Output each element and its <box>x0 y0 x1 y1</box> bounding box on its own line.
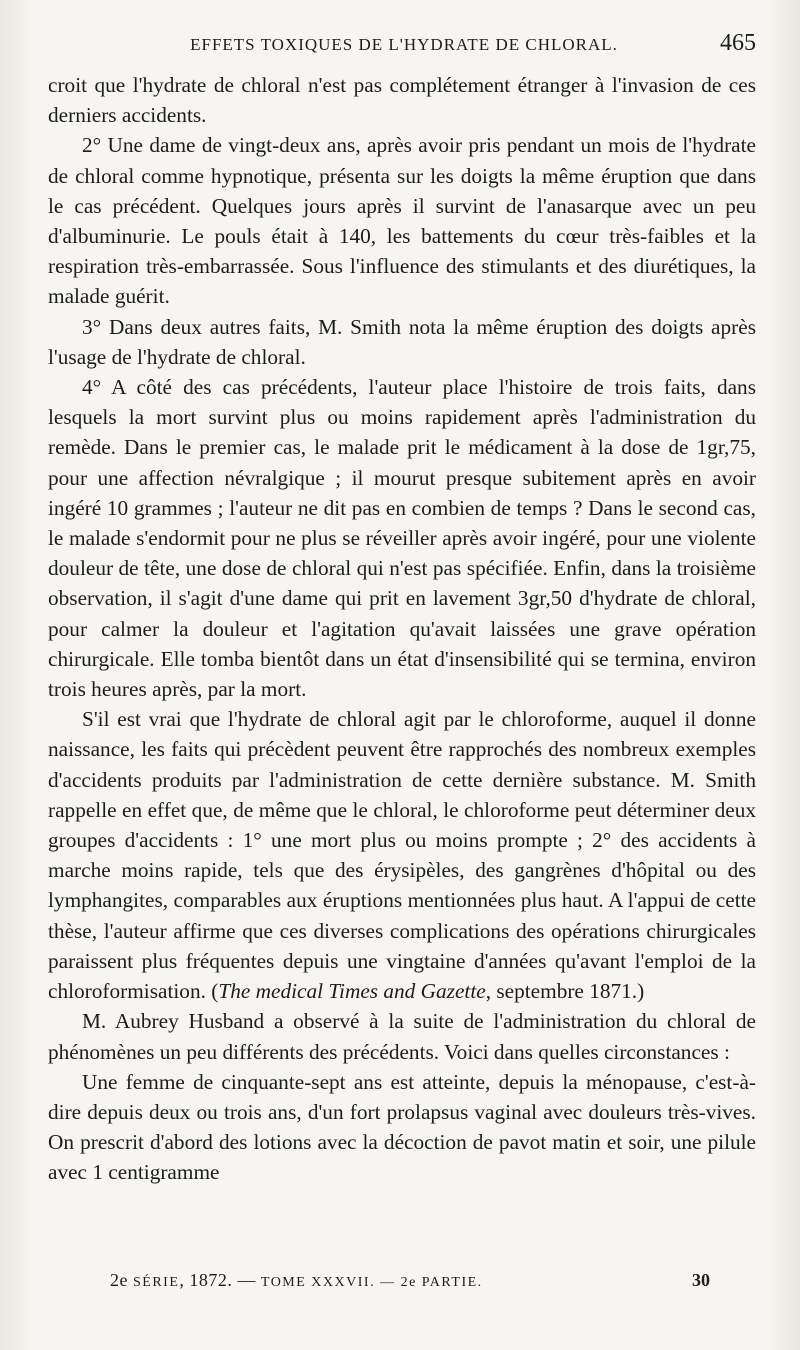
citation-open: ( <box>211 979 219 1004</box>
running-header <box>48 30 756 70</box>
footer-signature: 30 <box>692 1270 710 1290</box>
page-body <box>48 70 756 1188</box>
paragraph-case-3: 3° Dans deux autres faits, M. Smith nota la même éruption des doigts après l'usage de l'hydrate de chloral. <box>48 314 756 369</box>
page-footer <box>48 1270 756 1291</box>
paragraph-chloroform <box>48 704 756 1006</box>
paragraph-continuation: croit que l'hydrate de chloral n'est pas complétement étranger à l'invasion de ces derniers accidents. <box>48 73 756 128</box>
paragraph-chloroform-text: S'il est vrai que l'hydrate de chloral agit par le chloroforme, auquel il donne naissance, les faits qui précèdent peuvent être rapprochés des nombreux exemples d'accidents produits par l'administration de cette dernière substance. M. Smith rappelle en effet que, de même que le chloral, le chloroforme peut déterminer deux groupes d'accidents : 1° une mort plus ou moins prompte ; 2° des accidents à marche moins rapide, tels que des érysipèles, des gangrènes d'hôpital ou des lymphangites, comparables aux éruptions mentionnées plus haut. A l'appui de cette thèse, l'auteur affirme que ces diverses complications des opérations chirurgicales paraissent plus fréquentes depuis une vingtaine d'années qu'avant l'emploi de la chloroformisation. <box>48 707 756 1004</box>
paragraph-patient: Une femme de cinquante-sept ans est atteinte, depuis la ménopause, c'est-à-dire depuis deux ou trois ans, d'un fort prolapsus vaginal avec douleurs très-vives. On prescrit d'abord des lotions avec la décoction de pavot matin et soir, une pilule avec 1 centigramme <box>48 1069 756 1185</box>
paragraph-case-2: 2° Une dame de vingt-deux ans, après avoir pris pendant un mois de l'hydrate de chloral comme hypnotique, présenta sur les doigts la même éruption que dans le cas précédent. Quelques jours après il survint de l'anasarque avec un peu d'albuminurie. Le pouls était à 140, les battements du cœur très-faibles et la respiration très-embarrassée. Sous l'influence des stimulants et des diurétiques, la malade guérit. <box>48 133 756 309</box>
running-title: EFFETS TOXIQUES DE L'HYDRATE DE CHLORAL. <box>190 35 618 54</box>
footer-tome: TOME XXXVII. — 2e PARTIE. <box>260 1275 483 1290</box>
footer-series-number: 2e <box>110 1270 133 1290</box>
paragraph-case-4: 4° A côté des cas précédents, l'auteur place l'histoire de trois faits, dans lesquels la mort survint plus ou moins rapidement après l'administration du remède. Dans le premier cas, le malade prit le médicament à la dose de 1gr,75, pour une affection névralgique ; il mourut presque subitement après en avoir ingéré 10 grammes ; l'auteur ne dit pas en combien de temps ? Dans le second cas, le malade s'endormit pour ne plus se réveiller après avoir ingéré, pour une violente douleur de tête, une dose de chloral qui n'est pas spécifiée. Enfin, dans la troisième observation, il s'agit d'une dame qui prit en lavement 3gr,50 d'hydrate de chloral, pour calmer la douleur et l'agitation qu'avait laissées une grave opération chirurgicale. Elle tomba bientôt dans un état d'insensibilité qui se termina, environ trois heures après, par la mort. <box>48 375 756 702</box>
footer-serie-label: SÉRIE <box>133 1275 180 1290</box>
citation-source: The medical Times and Gazette <box>218 979 486 1004</box>
footer-series <box>48 1270 692 1291</box>
citation-date: , septembre 1871.) <box>485 979 645 1004</box>
paragraph-husband: M. Aubrey Husband a observé à la suite de l'administration du chloral de phénomènes un peu différents des précédents. Voici dans quelles circonstances : <box>48 1009 756 1064</box>
footer-year: , 1872. — <box>179 1270 261 1290</box>
page-number: 465 <box>720 30 756 56</box>
